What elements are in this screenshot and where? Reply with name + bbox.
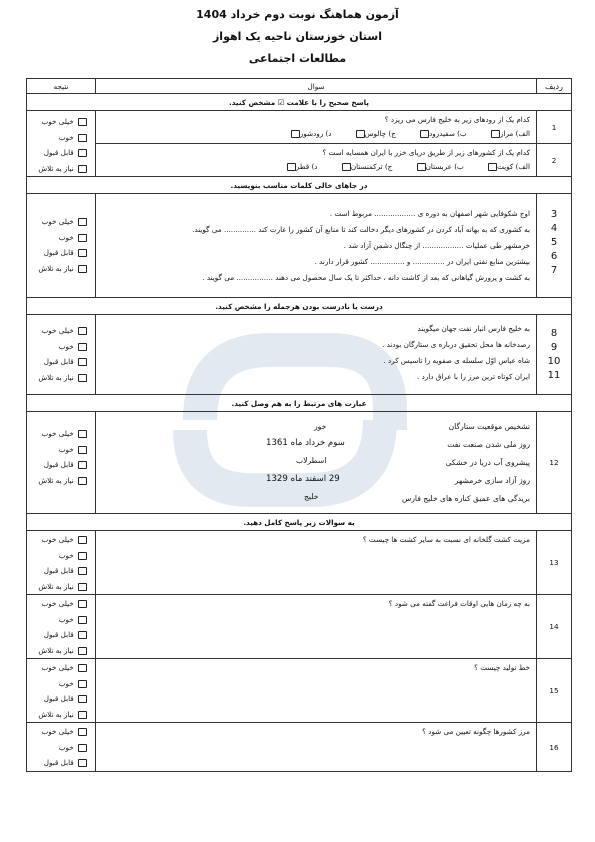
checkbox-icon (342, 163, 351, 171)
grade-good[interactable]: خوب (27, 230, 87, 246)
question-numbers: 8 9 10 11 (547, 328, 561, 381)
option-d[interactable]: د) قطر (285, 161, 318, 172)
checkbox-icon (78, 461, 87, 469)
grade-very-good[interactable]: خیلی خوب (27, 532, 87, 548)
true-false-statement[interactable]: ایران کوتاه ترین مرز را با عراق دارد . (417, 372, 530, 381)
true-false-statement[interactable]: رصدخانه ها محل تحقیق درباره ی ستارگان بودند . (382, 340, 530, 349)
header-question: سوال (96, 79, 537, 94)
grade-very-good[interactable]: خیلی خوب (27, 596, 87, 612)
checkbox-icon (491, 130, 500, 138)
true-false-statement[interactable]: به خلیج فارس انبار نفت جهان میگویند (417, 324, 530, 333)
checkbox-icon (78, 327, 87, 335)
question-row (27, 723, 572, 772)
checkbox-icon (417, 163, 426, 171)
question-text: کدام یک از کشورهای زیر از طریق دریای خزر با ایران همسایه است ؟ (322, 148, 530, 157)
question-row (27, 144, 572, 177)
checkbox-icon (488, 163, 497, 171)
option-c[interactable]: ج) چالوس (354, 128, 396, 139)
grade-options (27, 315, 95, 385)
grade-acceptable[interactable]: قابل قبول (27, 691, 87, 707)
checkbox-icon (78, 358, 87, 366)
match-left-item[interactable]: سوم خرداد ماه 1361 (266, 438, 345, 448)
checkbox-icon (78, 165, 87, 173)
grade-good[interactable]: خوب (27, 612, 87, 628)
fill-blank-line[interactable]: بیشترین منابع نفتی ایران در .............. و ............... کشور قرار دارند . (314, 257, 530, 266)
match-right-item[interactable]: تشخیص موقعیت ستارگان (448, 422, 530, 431)
grade-very-good[interactable]: خیلی خوب (27, 114, 87, 130)
match-right-item[interactable]: روز ملی شدن صنعت نفت (447, 440, 530, 449)
checkbox-icon (78, 477, 87, 485)
option-c[interactable]: ج) ترکمنستان (340, 161, 393, 172)
option-d[interactable]: د) رودشور (289, 128, 332, 139)
question-row (27, 412, 572, 514)
question-text[interactable]: خط تولید چیست ؟ (474, 663, 530, 672)
grade-needs-effort[interactable]: نیاز به تلاش (27, 370, 87, 386)
checkbox-icon (78, 647, 87, 655)
question-row (27, 315, 572, 395)
grade-acceptable[interactable]: قابل قبول (27, 563, 87, 579)
fill-blank-line[interactable]: به کشت و پرورش گیاهانی که بعد از کاشت دانه ، حداکثر تا یک سال محصول می دهند ................ می گویند . (202, 273, 530, 282)
grade-needs-effort[interactable]: نیاز به تلاش (27, 707, 87, 723)
checkbox-icon (287, 163, 296, 171)
checkbox-icon (78, 118, 87, 126)
checkbox-icon (78, 343, 87, 351)
grade-needs-effort[interactable]: نیاز به تلاش (27, 261, 87, 277)
grade-good[interactable]: خوب (27, 740, 87, 756)
grade-needs-effort[interactable]: نیاز به تلاش (27, 643, 87, 659)
grade-options (27, 723, 95, 771)
checkbox-icon (78, 583, 87, 591)
checkbox-icon (78, 695, 87, 703)
match-left-item[interactable]: اسطرلاب (296, 456, 327, 465)
question-numbers: 3 4 5 6 7 (550, 209, 558, 276)
match-left-item[interactable]: خلیج (304, 492, 319, 501)
section-multiple-choice: پاسخ صحیح را با علامت ☑ مشخص کنید. (27, 94, 572, 111)
checkbox-icon (78, 249, 87, 257)
header-result: نتیجه (27, 79, 96, 94)
checkbox-icon (78, 728, 87, 736)
grade-needs-effort[interactable]: نیاز به تلاش (27, 579, 87, 595)
question-number: 1 (537, 111, 572, 144)
header-row-num: ردیف (537, 79, 572, 94)
table-header-row (27, 79, 572, 94)
option-a[interactable]: الف) مراز (489, 128, 530, 139)
question-text[interactable]: مزیت کشت گلخانه ای نسبت به سایر کشت ها چیست ؟ (362, 535, 530, 544)
true-false-statement[interactable]: شاه عباس اوّل سلسله ی صفویه را تاسیس کرد . (383, 356, 530, 365)
checkbox-icon (356, 130, 365, 138)
match-right-item[interactable]: پیشروی آب دریا در خشکی (445, 458, 530, 467)
match-left-item[interactable]: 29 اسفند ماه 1329 (266, 474, 340, 484)
question-row (27, 111, 572, 144)
checkbox-icon (78, 149, 87, 157)
grade-options (27, 111, 95, 176)
question-number: 15 (537, 659, 572, 723)
grade-needs-effort[interactable]: نیاز به تلاش (27, 473, 87, 489)
question-row (27, 595, 572, 659)
option-b[interactable]: ب) سفیدرود (418, 128, 467, 139)
matching-area (96, 412, 536, 512)
grade-acceptable[interactable]: قابل قبول (27, 145, 87, 161)
grade-good[interactable]: خوب (27, 442, 87, 458)
match-right-item[interactable]: روز آزاد سازی خرمشهر (454, 476, 530, 485)
checkbox-icon (78, 664, 87, 672)
checkbox-icon (78, 616, 87, 624)
question-number: 14 (537, 595, 572, 659)
question-text[interactable]: مرز کشورها چگونه تعیین می شود ؟ (422, 727, 530, 736)
question-number: 13 (537, 531, 572, 595)
section-open-answer: به سوالات زیر پاسخ کامل دهید. (27, 514, 572, 531)
grade-acceptable[interactable]: قابل قبول (27, 457, 87, 473)
grade-options (27, 531, 95, 594)
question-text: کدام یک از رودهای زیر به خلیج فارس می ریزد ؟ (384, 115, 530, 124)
checkbox-icon (78, 600, 87, 608)
question-number: 16 (537, 723, 572, 772)
grade-acceptable[interactable]: قابل قبول (27, 627, 87, 643)
grade-options (27, 659, 95, 722)
grade-good[interactable]: خوب (27, 548, 87, 564)
checkbox-icon (291, 130, 300, 138)
exam-title: آزمون هماهنگ نوبت دوم خرداد 1404 (196, 8, 399, 21)
grade-very-good[interactable]: خیلی خوب (27, 426, 87, 442)
grade-very-good[interactable]: خیلی خوب (27, 214, 87, 230)
checkbox-icon (78, 374, 87, 382)
checkbox-icon (78, 631, 87, 639)
grade-good[interactable]: خوب (27, 130, 87, 146)
checkbox-icon (420, 130, 429, 138)
section-matching: عبارت های مرتبط را به هم وصل کنید. (27, 395, 572, 412)
question-row (27, 194, 572, 298)
exam-region: استان خوزستان ناحیه یک اهواز (212, 30, 383, 43)
checkbox-icon (78, 567, 87, 575)
fill-blank-line[interactable]: خرمشهر طی عملیات .................. از چنگال دشمن آزاد شد . (343, 241, 530, 250)
grade-acceptable[interactable]: قابل قبول (27, 354, 87, 370)
grade-good[interactable]: خوب (27, 676, 87, 692)
checkbox-icon (78, 711, 87, 719)
checkbox-icon (78, 536, 87, 544)
fill-blank-line[interactable]: اوج شکوفایی شهر اصفهان به دوره ی .................. مربوط است . (329, 209, 530, 218)
fill-blank-line[interactable]: به کشوری که به بهانه آباد کردن در کشورهای دیگر دخالت کند تا منابع آن کشور را غارت کند .............. می گویند. (192, 225, 530, 234)
checkbox-icon (78, 446, 87, 454)
checkbox-icon (78, 680, 87, 688)
question-row (27, 531, 572, 595)
checkbox-icon (78, 234, 87, 242)
match-right-item[interactable]: بریدگی های عمیق کناره های خلیج فارس (401, 494, 530, 503)
checkbox-icon (78, 218, 87, 226)
checkbox-icon (78, 759, 87, 767)
match-left-item[interactable]: خور (314, 422, 327, 431)
grade-very-good[interactable]: خیلی خوب (27, 323, 87, 339)
section-true-false: درست یا نادرست بودن هرجمله را مشخص کنید. (27, 298, 572, 315)
grade-acceptable[interactable]: قابل قبول (27, 245, 87, 261)
grade-options (27, 194, 95, 276)
grade-very-good[interactable]: خیلی خوب (27, 660, 87, 676)
question-number: 2 (537, 144, 572, 177)
checkbox-icon (78, 265, 87, 273)
question-row (27, 659, 572, 723)
checkbox-icon (78, 430, 87, 438)
question-number: 12 (537, 412, 572, 514)
question-text[interactable]: به چه زمان هایی اوقات فراغت گفته می شود ؟ (388, 599, 530, 608)
option-a[interactable]: الف) کویت (486, 161, 530, 172)
checkbox-icon (78, 552, 87, 560)
checkbox-icon (78, 744, 87, 752)
grade-options (27, 412, 95, 488)
grade-good[interactable]: خوب (27, 339, 87, 355)
grade-needs-effort[interactable]: نیاز به تلاش (27, 161, 87, 177)
grade-very-good[interactable]: خیلی خوب (27, 724, 87, 740)
checkbox-icon (78, 134, 87, 142)
option-b[interactable]: ب) عربستان (415, 161, 464, 172)
exam-table (26, 78, 572, 772)
section-fill-blank: در جاهای خالی کلمات مناسب بنویسید. (27, 177, 572, 194)
grade-options (27, 595, 95, 658)
grade-acceptable[interactable]: قابل قبول (27, 755, 87, 771)
exam-subject: مطالعات اجتماعی (248, 52, 347, 65)
